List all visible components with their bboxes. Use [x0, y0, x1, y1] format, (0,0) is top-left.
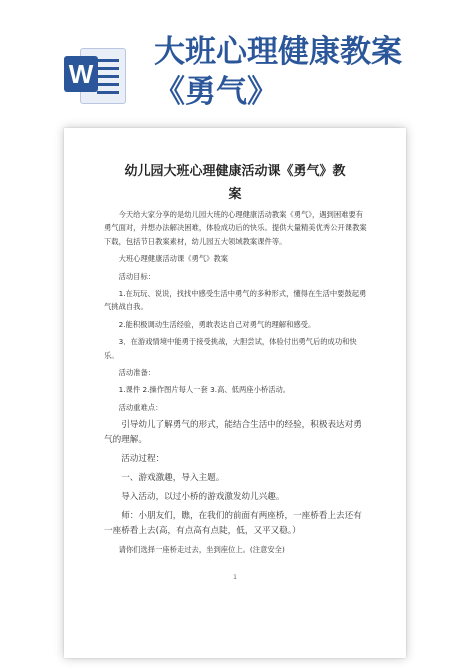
paragraph-goal-1: 1.在玩玩、说说，找找中感受生活中勇气的多种形式，懂得在生活中要鼓起勇气挑战自我。	[104, 289, 367, 312]
paragraph-prep-heading: 活动准备：	[118, 368, 156, 378]
page-number: 1	[233, 574, 237, 581]
document-page	[64, 128, 406, 658]
paragraph-subtitle: 大班心理健康活动课《勇气》教案	[118, 254, 229, 264]
paragraph-instruction: 请你们选择一座桥走过去，坐到座位上。(注意安全)	[118, 545, 285, 555]
paragraph-goal-2: 2.能积极调动生活经验，勇敢表达自己对勇气的理解和感受。	[118, 319, 316, 329]
paragraph-prep: 1.课件 2.操作图片每人一套 3.高、低两座小桥活动。	[118, 385, 291, 395]
word-badge-icon: W	[64, 56, 98, 92]
word-logo	[64, 44, 126, 106]
document-title-line2: 案	[228, 187, 242, 202]
paragraph-process-heading: 活动过程：	[121, 454, 165, 465]
paragraph-key: 引导幼儿了解勇气的形式，能结合生活中的经验，积极表达对勇气的理解。	[104, 420, 362, 446]
paragraph-teacher: 师：小朋友们，瞧，在我们的前面有两座桥，一座桥看上去还有一座桥看上去(高，有点高有点陡，低，又平又稳。）	[104, 511, 362, 537]
paragraph-goals-heading: 活动目标：	[118, 271, 156, 281]
paragraph-step-1-detail: 导入活动，以过小桥的游戏激发幼儿兴趣。	[121, 492, 285, 503]
document-title	[104, 160, 366, 206]
header-title-line2: 《勇气》	[154, 74, 278, 110]
document-title-line1: 幼儿园大班心理健康活动课《勇气》教	[124, 164, 346, 179]
paragraph-step-1: 一、游戏激趣，导入主题。	[121, 473, 225, 484]
paragraph-goal-3: 3．在游戏情境中能勇于接受挑战，大胆尝试，体验付出勇气后的成功和快乐。	[104, 337, 357, 360]
header-title	[154, 32, 464, 112]
paragraph-intro: 今天给大家分享的是幼儿园大班的心理健康活动教案《勇气》，遇到困难要有勇气面对，并想办法解决困难，体验成功后的快乐。提供大量精美优秀公开课教案下载，包括节日教案素材，幼儿园五大领域教案课件等。	[104, 210, 367, 246]
document-body	[104, 208, 368, 561]
paragraph-key-heading: 活动重难点：	[118, 402, 163, 412]
header-title-line1: 大班心理健康教案	[154, 34, 402, 70]
